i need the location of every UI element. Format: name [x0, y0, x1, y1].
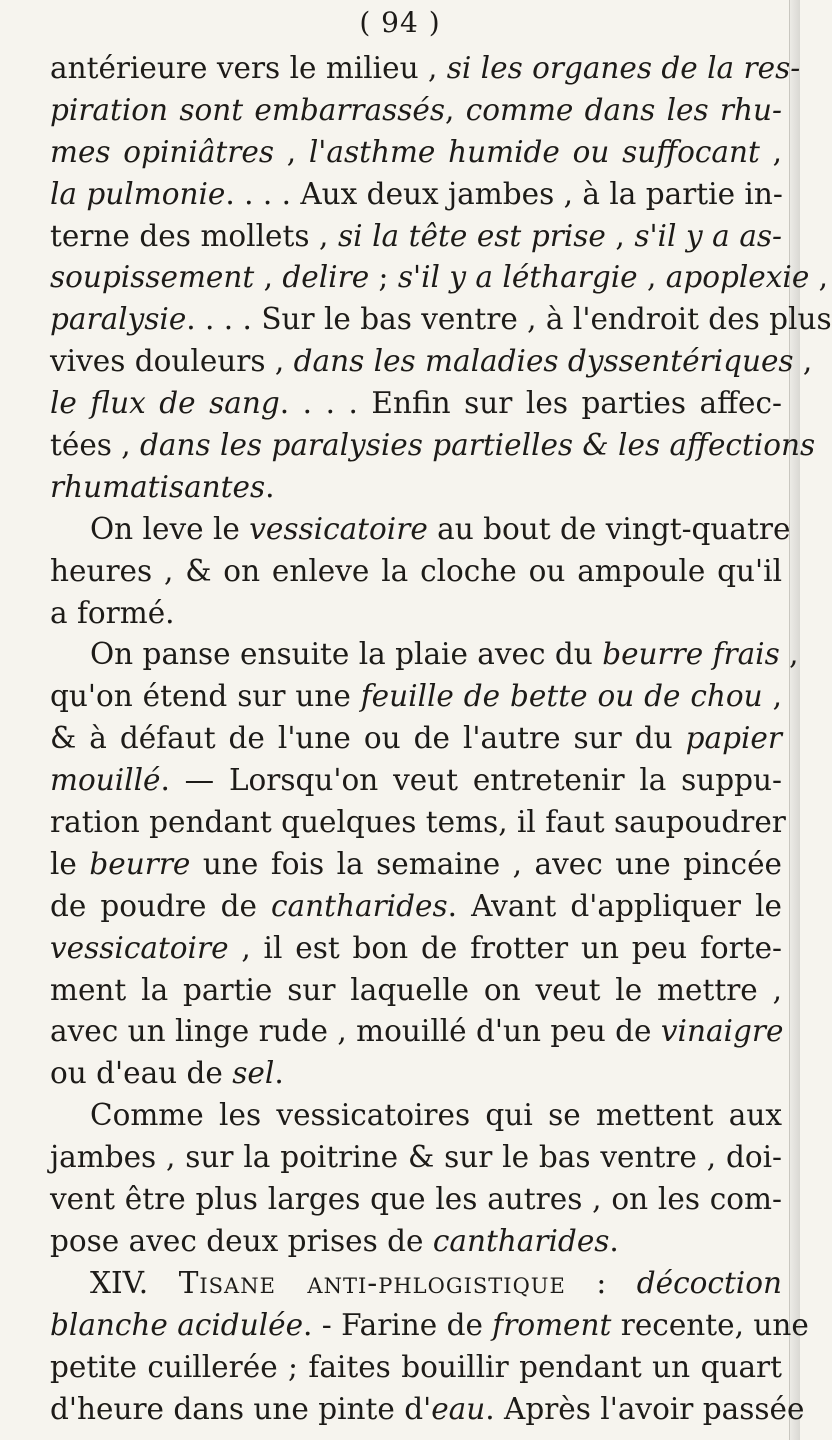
text-line: [50, 425, 816, 467]
text-run: XIV.: [90, 1265, 179, 1300]
text-run: si la tête est prise: [337, 218, 606, 253]
text-run: ment la partie sur laquelle on veut le mettre ,: [50, 972, 782, 1007]
text-line: [50, 1221, 782, 1263]
text-run: dans les maladies dyssentériques: [293, 344, 794, 379]
text-run: vent être plus larges que les autres , on les com-: [50, 1182, 782, 1217]
text-run: .: [265, 469, 275, 504]
text-run: .: [274, 1056, 284, 1091]
text-run: avec un linge rude , mouillé d'un peu de: [50, 1014, 661, 1049]
text-run: ou d'eau de: [50, 1056, 233, 1091]
text-run: ,: [779, 637, 799, 672]
text-line: [50, 844, 782, 886]
text-run: papier: [685, 721, 782, 756]
page-number: ( 94 ): [359, 6, 441, 39]
text-run: apoplexie: [665, 260, 810, 295]
text-run: ,: [605, 218, 635, 253]
text-run: vessicatoire: [50, 930, 229, 965]
text-line: [50, 886, 782, 928]
text-run: . - Farine de: [303, 1307, 493, 1342]
text-line: [50, 341, 813, 383]
text-line: [50, 174, 782, 216]
text-run: vives douleurs ,: [50, 344, 294, 379]
text-run: s'il y a as-: [634, 218, 783, 253]
text-line: [50, 299, 832, 341]
text-run: ,: [445, 92, 466, 127]
text-run: ,: [793, 344, 813, 379]
text-run: beurre frais: [602, 637, 780, 672]
text-run: terne des mollets ,: [50, 218, 338, 253]
text-run: antérieure vers le milieu ,: [50, 51, 447, 85]
text-run: vessicatoire: [249, 511, 428, 546]
text-run: une fois la semaine , avec une pincée: [190, 846, 782, 881]
text-run: On panse ensuite la plaie avec du: [90, 637, 603, 672]
text-line: [50, 928, 782, 970]
text-run: ,: [759, 134, 782, 169]
text-line: [50, 48, 801, 90]
text-run: . . . . Enfin sur les parties affec-: [279, 386, 782, 421]
text-line: [50, 1263, 782, 1305]
text-run: ,: [637, 260, 666, 295]
text-line: [50, 634, 799, 676]
text-run: blanche acidulée: [50, 1307, 304, 1342]
text-run: de poudre de: [50, 888, 272, 923]
text-run: tées ,: [50, 428, 141, 463]
text-line: [50, 551, 782, 593]
text-run: . . . . Aux deux jambes , à la partie in-: [225, 176, 783, 211]
text-run: jambes , sur la poitrine & sur le bas ventre , doi-: [50, 1140, 782, 1175]
text-run: paralysie: [50, 302, 187, 337]
text-line: [50, 383, 782, 425]
text-run: On leve le: [90, 511, 250, 546]
text-line: [50, 1305, 809, 1347]
text-run: sel: [232, 1056, 275, 1091]
text-run: mouillé: [50, 763, 161, 798]
text-line: [50, 467, 782, 509]
text-run: d'heure dans une pinte d': [50, 1391, 432, 1426]
text-run: . . . . Sur le bas ventre , à l'endroit des plus: [186, 302, 832, 337]
text-run: décoction: [636, 1265, 782, 1300]
text-line: [50, 216, 782, 258]
text-run: cantharides: [432, 1223, 610, 1258]
text-run: si les organes de la res-: [446, 51, 801, 85]
text-run: recente, une: [611, 1307, 809, 1342]
text-run: dans les paralysies partielles & les affections: [140, 428, 816, 463]
text-line: [50, 593, 782, 635]
text-line: [50, 1011, 782, 1053]
text-run: ,: [273, 134, 309, 169]
text-run: . Avant d'appliquer le: [447, 888, 783, 923]
text-run: pose avec deux prises de: [50, 1223, 433, 1258]
page-edge: [789, 0, 800, 1440]
text-run: ,: [254, 260, 283, 295]
text-run: , il est bon de frotter un peu forte-: [228, 930, 782, 965]
text-run: ,: [762, 679, 782, 714]
text-run: mes opiniâtres: [50, 134, 274, 169]
text-line: [50, 1179, 782, 1221]
text-line: [50, 970, 782, 1012]
text-line: [50, 1347, 782, 1389]
text-run: ;: [369, 260, 398, 295]
text-line: [50, 676, 782, 718]
text-run: Comme les vessicatoires qui se mettent aux: [90, 1098, 782, 1133]
text-run: l'asthme humide ou suffocant: [308, 134, 760, 169]
text-run: la pulmonie: [50, 176, 226, 211]
text-line: [50, 257, 829, 299]
text-line: [50, 1389, 805, 1431]
text-run: :: [565, 1265, 637, 1300]
text-line: [50, 1137, 782, 1179]
text-line: [50, 1095, 782, 1137]
text-run: & à défaut de l'une ou de l'autre sur du: [50, 721, 686, 756]
text-run: . Après l'avoir passée: [485, 1391, 805, 1426]
text-line: [50, 760, 782, 802]
text-run: petite cuillerée ; faites bouillir pendant un quart: [50, 1349, 782, 1384]
text-run: Tisane anti-phlogistique: [178, 1265, 566, 1300]
text-run: beurre: [89, 846, 191, 881]
text-run: vinaigre: [660, 1014, 784, 1049]
text-run: s'il y a léthargie: [397, 260, 638, 295]
text-run: piration sont embarrassés: [50, 92, 445, 127]
text-run: froment: [492, 1307, 612, 1342]
text-line: [50, 90, 782, 132]
text-run: au bout de vingt-quatre: [427, 511, 791, 546]
text-run: rhumatisantes: [50, 469, 266, 504]
text-line: [50, 132, 782, 174]
text-line: [50, 1053, 782, 1095]
text-run: cantharides: [271, 888, 448, 923]
text-run: ration pendant quelques tems, il faut saupoudrer: [50, 805, 786, 840]
text-run: soupissement: [50, 260, 255, 295]
body-text: [50, 48, 832, 1430]
text-run: delire: [282, 260, 370, 295]
text-line: [50, 509, 791, 551]
text-line: [50, 802, 786, 844]
text-run: eau: [431, 1391, 486, 1426]
text-run: a formé.: [50, 595, 175, 630]
text-run: feuille de bette ou de chou: [360, 679, 763, 714]
text-run: . — Lorsqu'on veut entretenir la suppu-: [160, 763, 782, 798]
text-run: ,: [809, 260, 829, 295]
text-run: le: [50, 846, 90, 881]
text-run: le flux de sang: [50, 386, 280, 421]
text-run: comme dans les rhu-: [465, 92, 782, 127]
text-run: .: [609, 1223, 619, 1258]
text-run: qu'on étend sur une: [50, 679, 361, 714]
text-run: heures , & on enleve la cloche ou ampoule qu'il: [50, 553, 782, 588]
text-line: [50, 718, 782, 760]
